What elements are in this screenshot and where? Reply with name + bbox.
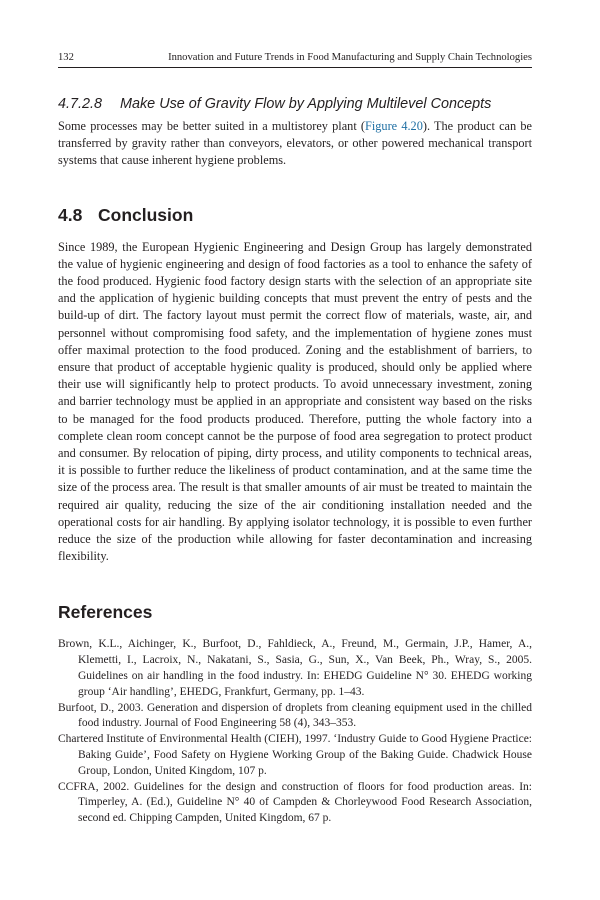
conclusion-heading <box>58 205 532 226</box>
paragraph-text-before-link: Some processes may be better suited in a multistorey plant ( <box>58 119 366 133</box>
section-number: 4.8 <box>58 204 83 225</box>
section-title: Conclusion <box>98 204 194 225</box>
reference-entry: Brown, K.L., Aichinger, K., Burfoot, D., Fahldieck, A., Freund, M., Germain, J.P., Hamer, A., Klemetti, I., Lacroix, N., Nakatani, S., Sasia, G., Sun, X., Van Beek, Ph., Wray, S., 2005. Guidelines on air handling in the food industry. In: EHEDG Guideline N° 30. EHEDG working group ‘Air handling’, EHEDG, Frankfurt, Germany, pp. 1–43. <box>58 638 532 698</box>
conclusion-paragraph: Since 1989, the European Hygienic Engineering and Design Group has largely demonstrated the value of hygienic engineering and design of food factories as a tool to enhance the safety of the food produced. Hygienic food factory design starts with the selection of an appropriate site and the application of hygienic building concepts that must prevent the entry of pests and the build-up of dirt. The factory layout must permit the correct flow of materials, waste, air, and personnel without compromising food safety, and the implementation of hygiene zones must offer maximal protection to the food produced. Zoning and the establishment of barriers, to ensure that product of acceptable hygienic quality is produced, should only be applied where their use will significantly help to protect products. To avoid unnecessary investment, zoning and barrier technology must be applied in an appropriate and consistent way based on the risks to be managed for the food products produced. Therefore, putting the whole factory into a complete clean room concept cannot be the purpose of food area segregation to protect product and consumer. By relocation of piping, dirty process, and utility components to technical areas, it is possible to further reduce the likeliness of product contamination, and at the same time the size of the process area. The result is that smaller amounts of air must be treated to maintain the required air quality, reducing the size of the air conditioning installation needed and the operational costs for air handling. By applying isolator technology, it is possible to even further reduce the size of the production while allowing for faster decontamination and increasing flexibility. <box>58 239 532 564</box>
references-heading: References <box>58 602 153 623</box>
reference-entry: Burfoot, D., 2003. Generation and dispersion of droplets from cleaning equipment used in the chilled food industry. Journal of Food Engineering 58 (4), 343–353. <box>58 701 532 730</box>
running-header <box>58 52 532 68</box>
document-page <box>58 52 532 827</box>
subsection-title: Make Use of Gravity Flow by Applying Multilevel Concepts <box>120 96 492 112</box>
subsection-number: 4.7.2.8 <box>58 96 103 112</box>
gravity-flow-paragraph <box>58 118 532 170</box>
figure-link[interactable]: Figure 4.20 <box>365 119 423 133</box>
paragraph-text-after-link: ). The product can be transferred by gravity rather than conveyors, elevators, or other powered mechanical transport systems that cause inherent hygiene problems. <box>58 119 532 168</box>
running-title: Innovation and Future Trends in Food Manufacturing and Supply Chain Technologies <box>168 52 532 63</box>
subsection-heading <box>58 95 532 113</box>
reference-entry: Chartered Institute of Environmental Health (CIEH), 1997. ‘Industry Guide to Good Hygiene Practice: Baking Guide’, Food Safety on Hygiene Working Group of the Baking Guide. Chadwick House Group, London, United Kingdom, 107 p. <box>58 733 532 777</box>
page-number: 132 <box>58 52 74 63</box>
reference-entry: CCFRA, 2002. Guidelines for the design and construction of floors for food production areas. In: Timperley, A. (Ed.), Guideline N° 40 of Campden & Chorleywood Food Research Association, second ed. Chipping Campden, United Kingdom, 67 p. <box>58 780 532 825</box>
references-list <box>58 637 532 827</box>
